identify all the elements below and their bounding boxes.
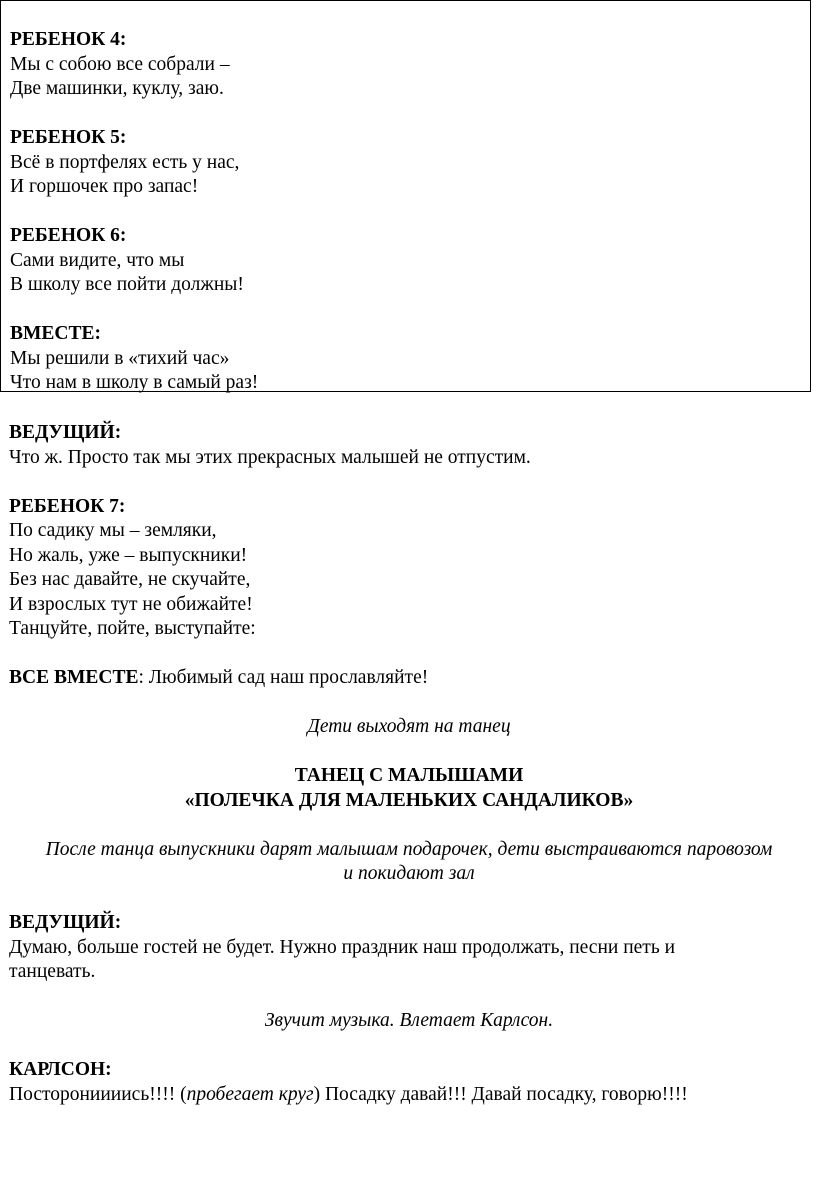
speaker-name: РЕБЕНОК 5: bbox=[10, 127, 127, 148]
verse-line: По садику мы – земляки, bbox=[9, 520, 217, 541]
verse-line: Но жаль, уже – выпускники! bbox=[9, 544, 248, 566]
speaker-name: РЕБЕНОК 6: bbox=[10, 225, 127, 246]
speech-text: Думаю, больше гостей не будет. Нужно праздник наш продолжать, песни петь и bbox=[9, 936, 676, 958]
speech-text: танцевать. bbox=[9, 961, 96, 982]
verse-rebenok-6 bbox=[10, 224, 810, 298]
speaker-name: ВЕДУЩИЙ: bbox=[9, 422, 122, 443]
karlson-line bbox=[9, 1058, 809, 1107]
verse-line: Танцуйте, пойте, выступайте: bbox=[9, 618, 256, 639]
verse-line: Сами видите, что мы bbox=[10, 249, 185, 271]
boxed-verses bbox=[0, 0, 811, 392]
vedushchiy-line-2 bbox=[9, 911, 809, 985]
speaker-name: КАРЛСОН: bbox=[9, 1059, 112, 1080]
inline-stage-direction: пробегает круг bbox=[186, 1083, 314, 1105]
dance-subtitle: «ПОЛЕЧКА ДЛЯ МАЛЕНЬКИХ САНДАЛИКОВ» bbox=[184, 789, 634, 811]
stage-direction: и покидают зал bbox=[343, 863, 475, 884]
speech-text: : Любимый сад наш прославляйте! bbox=[138, 667, 429, 688]
speech-text bbox=[9, 1083, 809, 1108]
verse-line: Две машинки, куклу, заю. bbox=[10, 78, 224, 99]
verse-rebenok-4 bbox=[10, 28, 810, 102]
verse-line: Что нам в школу в самый раз! bbox=[10, 372, 259, 393]
verse-rebenok-7 bbox=[9, 495, 809, 642]
speech-text: Что ж. Просто так мы этих прекрасных малышей не отпустим. bbox=[9, 446, 531, 468]
verse-line: Мы решили в «тихий час» bbox=[10, 347, 230, 369]
vse-vmeste-line bbox=[9, 666, 809, 691]
verse-vmeste bbox=[10, 322, 810, 396]
speech-part: Посторониииись!!!! ( bbox=[9, 1083, 187, 1105]
stage-direction: Звучит музыка. Влетает Карлсон. bbox=[264, 1010, 554, 1031]
verse-line: И взрослых тут не обижайте! bbox=[9, 593, 253, 615]
verse-line: Всё в портфелях есть у нас, bbox=[10, 151, 240, 173]
speech-part: ) Посадку давай!!! Давай посадку, говорю!!!! bbox=[313, 1083, 688, 1105]
verse-line: Без нас давайте, не скучайте, bbox=[9, 569, 251, 590]
vedushchiy-line-1 bbox=[9, 421, 809, 470]
stage-direction: После танца выпускники дарят малышам подарочек, дети выстраиваются паровозом bbox=[45, 838, 773, 860]
dance-title: ТАНЕЦ С МАЛЫШАМИ bbox=[294, 765, 524, 786]
verse-line: В школу все пойти должны! bbox=[10, 274, 244, 295]
script-body bbox=[9, 421, 809, 1107]
speaker-name: ВЕДУЩИЙ: bbox=[9, 912, 122, 933]
verse-rebenok-5 bbox=[10, 126, 810, 200]
stage-direction: Дети выходят на танец bbox=[307, 716, 511, 737]
speaker-name: РЕБЕНОК 4: bbox=[10, 29, 127, 50]
speaker-name: ВСЕ ВМЕСТЕ bbox=[9, 667, 139, 688]
speaker-name: ВМЕСТЕ: bbox=[10, 323, 102, 344]
speaker-name: РЕБЕНОК 7: bbox=[9, 495, 126, 517]
verse-line: Мы с собою все собрали – bbox=[10, 53, 230, 75]
verse-line: И горшочек про запас! bbox=[10, 176, 199, 197]
